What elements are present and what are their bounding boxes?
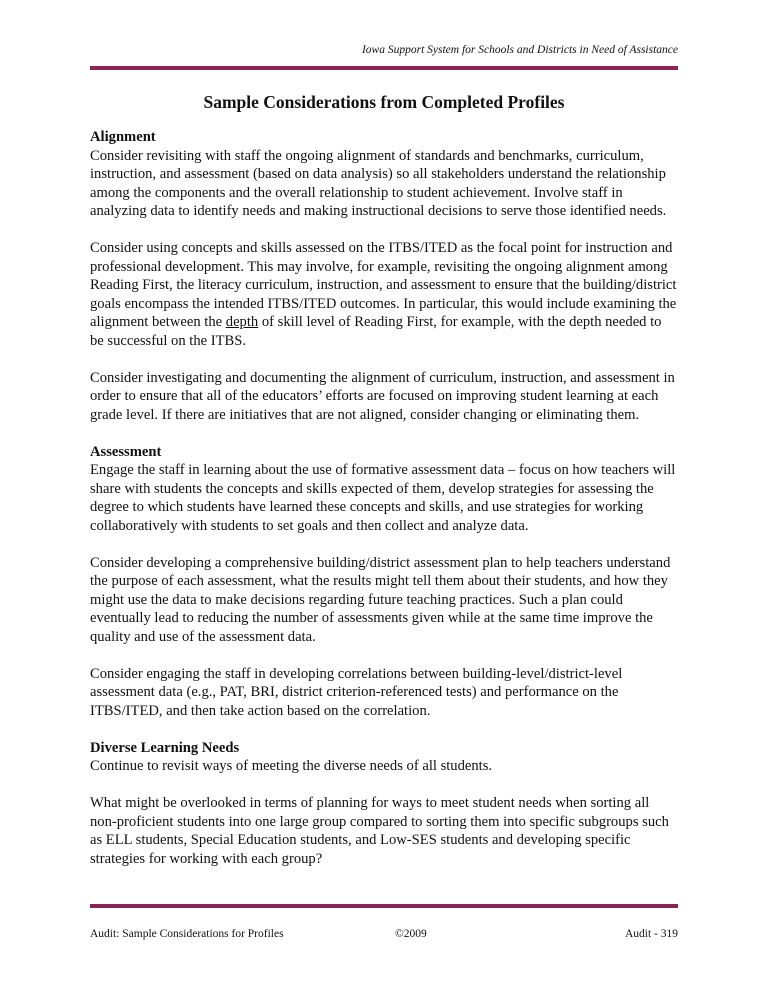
assessment-paragraph-1: Engage the staff in learning about the use of formative assessment data – focus on how teachers will share with students the concepts and skills expected of them, develop strategies for assessing the degree to which students have learned these concepts and skills, and use strategies for working collaboratively with students to set goals and then collect and analyze data. bbox=[90, 462, 676, 534]
assessment-paragraph-2: Consider developing a comprehensive building/district assessment plan to help teachers understand the purpose of each assessment, what the results might tell them about their students, and how they might use the data to make decisions regarding future teaching practices. Such a plan could eventually lead to reducing the number of assessments given while at the same time improve the quality and use of the assessment data. bbox=[90, 554, 671, 645]
alignment-paragraph-2-end: of skill level of Reading First, for example, with the depth needed to be successful on the ITBS. bbox=[90, 314, 662, 349]
section-heading-assessment: Assessment bbox=[90, 443, 162, 460]
footer-page-number: Audit - 319 bbox=[624, 928, 678, 940]
assessment-paragraph-3: Consider engaging the staff in developing correlations between building-level/district-level assessment data (e.g., PAT, BRI, district criterion-referenced tests) and performance on the ITBS/ITED, and then take action based on the correlation. bbox=[90, 665, 623, 719]
footer-document-title: Audit: Sample Considerations for Profiles bbox=[90, 928, 284, 940]
alignment-paragraph-2-start: Consider using concepts and skills assessed on the ITBS/ITED as the focal point for instruction and professional development. This may involve, for example, revisiting the ongoing alignment among Reading First, the literacy curriculum, instruction, and assessment to ensure that the building/district goals encompass the intended ITBS/ITED outcomes. In particular, this would include examining the alignment between the bbox=[90, 240, 677, 330]
running-header: Iowa Support System for Schools and Districts in Need of Assistance bbox=[361, 44, 678, 56]
alignment-paragraph-1: Consider revisiting with staff the ongoing alignment of standards and benchmarks, curriculum, instruction, and assessment (based on data analysis) so all stakeholders understand the relationship among the components and the overall relationship to student achievement. Involve staff in analyzing data to identify needs and making instructional decisions to serve those identified needs. bbox=[90, 147, 667, 219]
diverse-paragraph-1: Continue to revisit ways of meeting the diverse needs of all students. bbox=[90, 758, 493, 774]
footer-copyright: ©2009 bbox=[395, 928, 427, 940]
section-heading-alignment: Alignment bbox=[90, 129, 156, 145]
header-rule bbox=[90, 66, 678, 70]
section-heading-diverse-learning-needs: Diverse Learning Needs bbox=[90, 739, 240, 756]
diverse-paragraph-2: What might be overlooked in terms of planning for ways to meet student needs when sorting all non-proficient students into one large group compared to sorting them into specific subgroups such as ELL students, Special Education students, and Low-SES students and developing specific strategies for working with each group? bbox=[90, 795, 669, 867]
underlined-word-depth: depth bbox=[225, 314, 259, 330]
page-title: Sample Considerations from Completed Profiles bbox=[203, 92, 565, 112]
document-body bbox=[90, 128, 678, 887]
alignment-paragraph-2 bbox=[90, 239, 678, 350]
footer-rule bbox=[90, 904, 678, 908]
alignment-paragraph-3: Consider investigating and documenting the alignment of curriculum, instruction, and assessment in order to ensure that all of the educators’ efforts are focused on improving student learning at each grade level. If there are initiatives that are not aligned, consider changing or eliminating them. bbox=[90, 369, 675, 423]
